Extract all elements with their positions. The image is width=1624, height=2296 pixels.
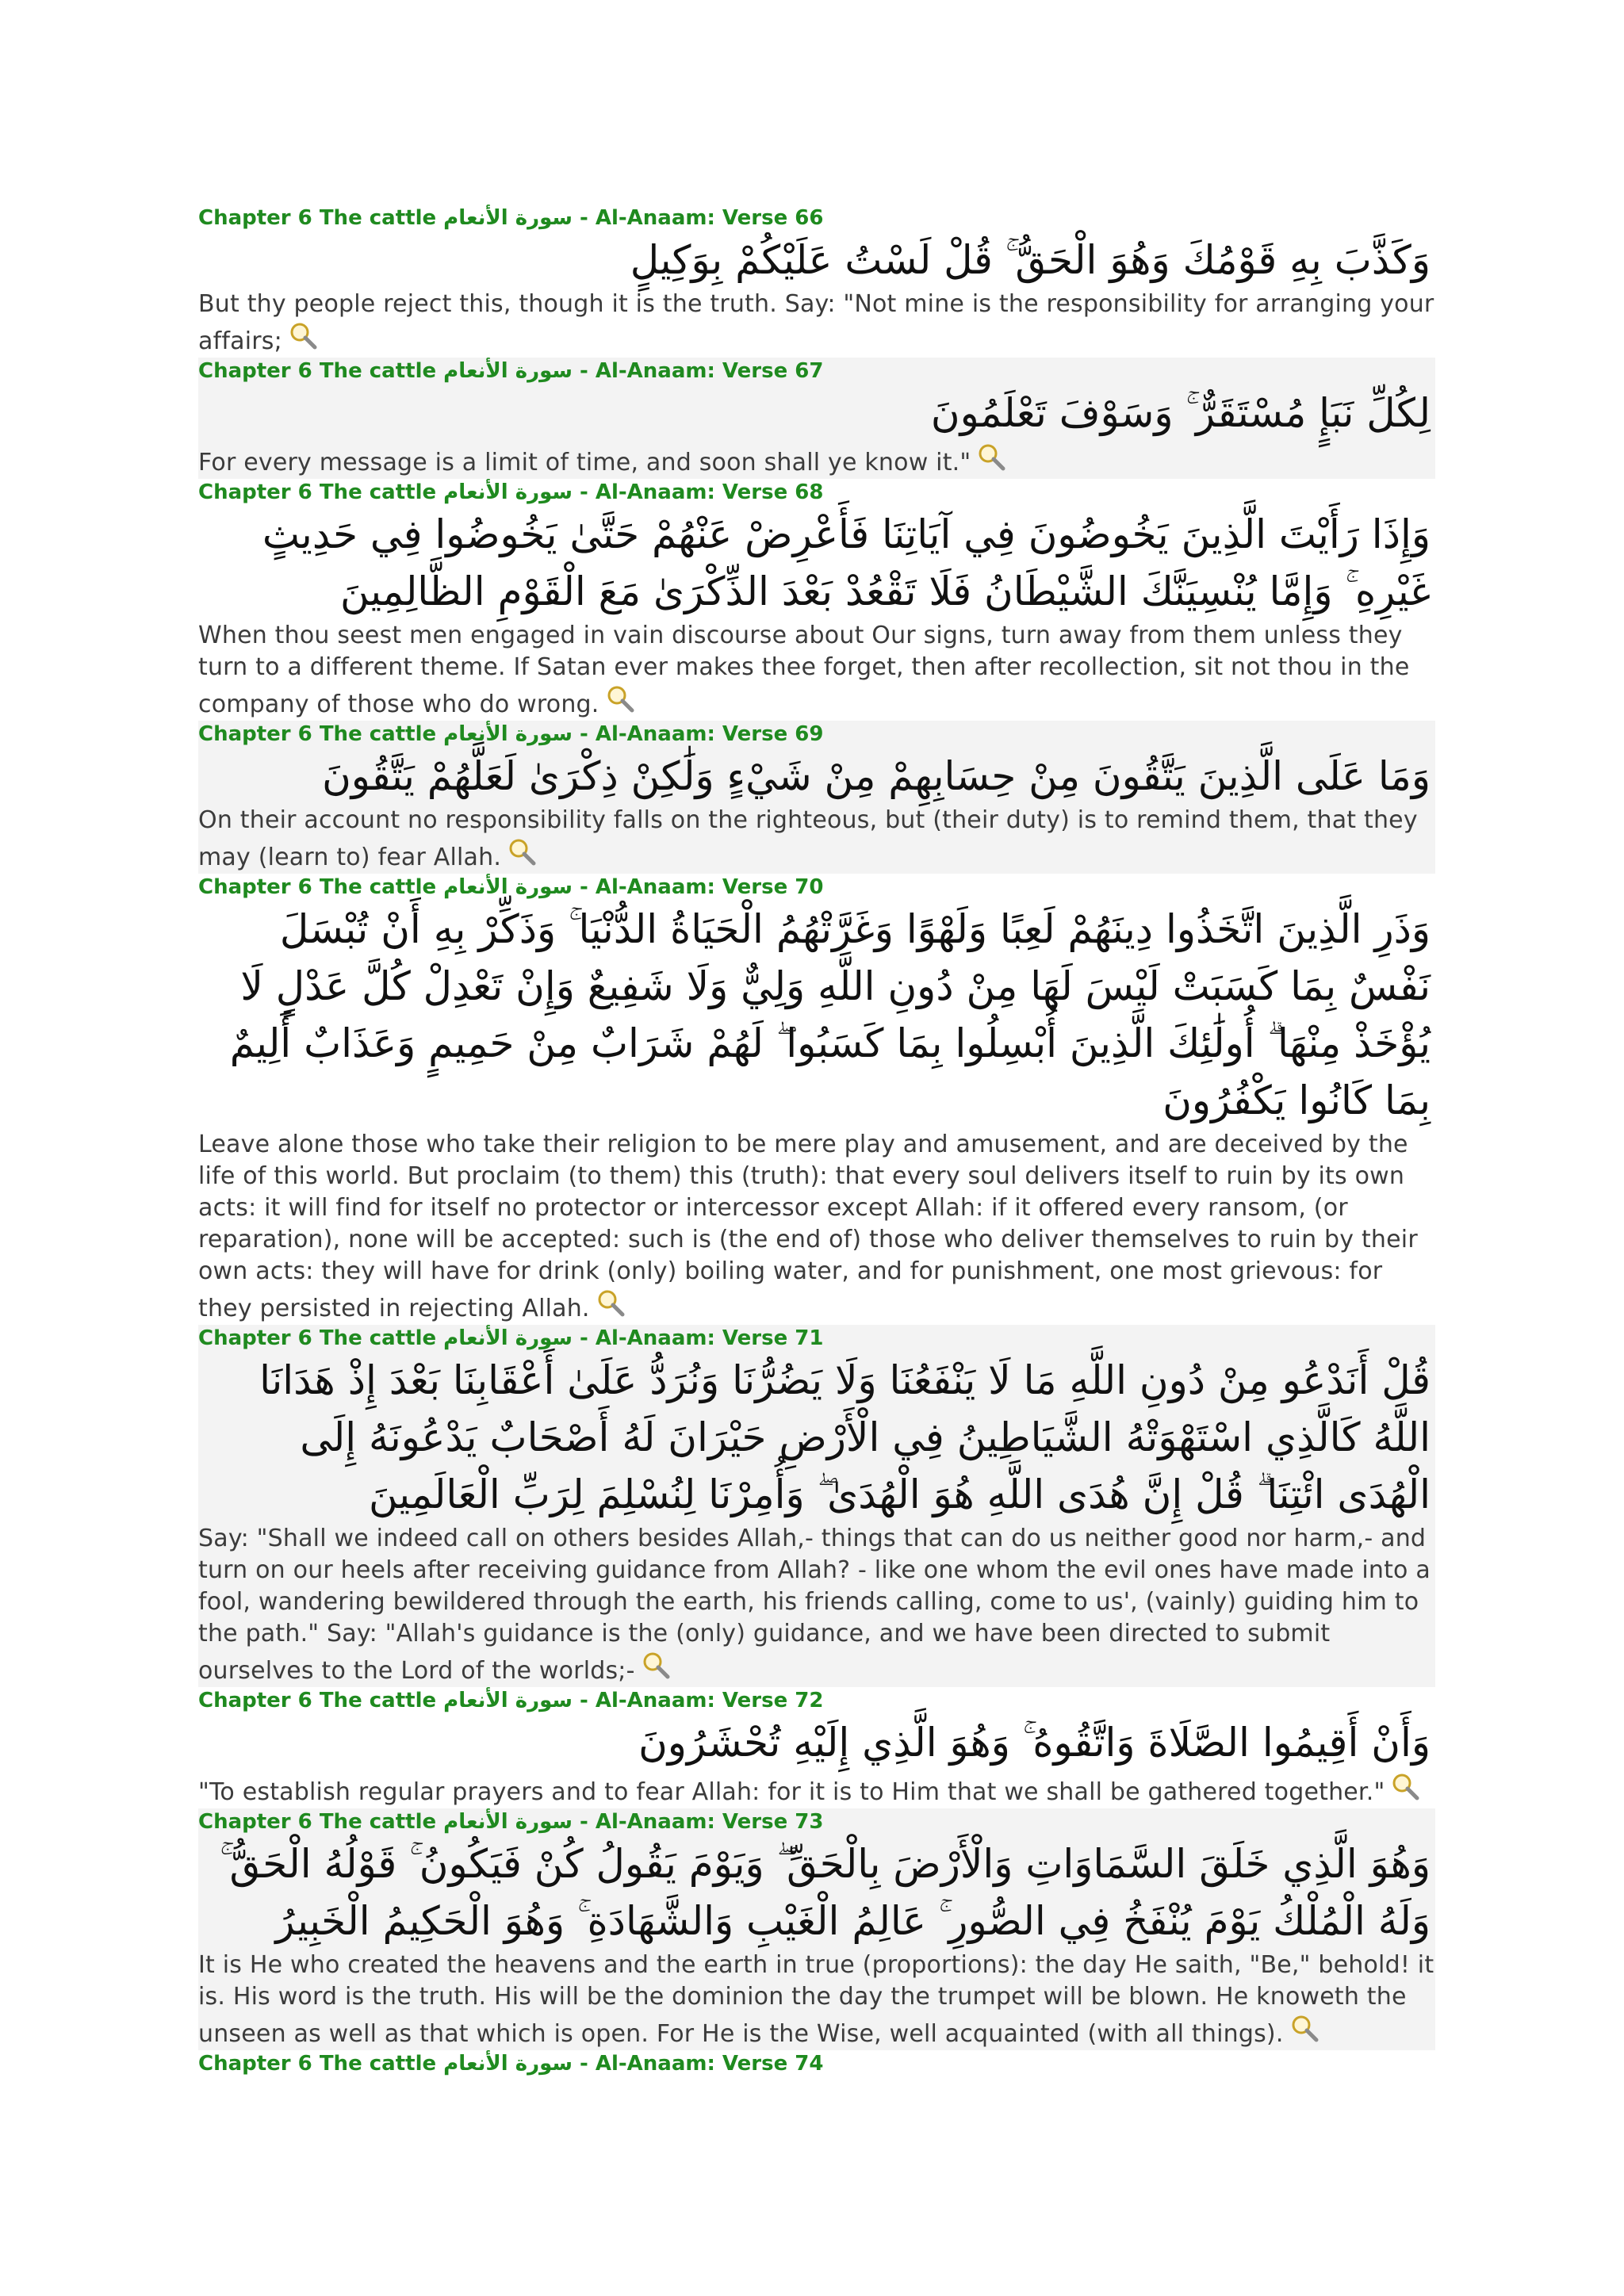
verse-ref: - Al-Anaam: Verse 70 [572, 875, 824, 899]
verse-66 [198, 205, 1435, 358]
translation-text: On their account no responsibility falls on the righteous, but (their duty) is to remind them, that they may (learn to) fear Allah. [198, 806, 1418, 871]
surah-name-arabic: سورة الأنعام [443, 1326, 573, 1350]
verse-heading [198, 1325, 1435, 1352]
verse-heading [198, 1808, 1435, 1835]
surah-name-arabic: سورة الأنعام [443, 2052, 573, 2076]
surah-name-arabic: سورة الأنعام [443, 875, 573, 899]
verse-ref: - Al-Anaam: Verse 69 [572, 722, 824, 746]
magnifier-icon[interactable] [975, 442, 1007, 473]
magnifier-icon[interactable] [595, 1288, 626, 1319]
arabic-verse: وَكَذَّبَ بِهِ قَوْمُكَ وَهُوَ الْحَقُّ ۚ قُلْ لَسْتُ عَلَيْكُمْ بِوَكِيلٍ [630, 237, 1431, 283]
chapter-label: Chapter 6 The cattle [198, 1326, 444, 1350]
verse-heading [198, 479, 1435, 506]
chapter-label: Chapter 6 The cattle [198, 1810, 444, 1834]
surah-name-arabic: سورة الأنعام [443, 206, 573, 230]
magnifier-icon[interactable] [1289, 2013, 1320, 2045]
verse-71 [198, 1325, 1435, 1687]
arabic-verse: قُلْ أَنَدْعُو مِنْ دُونِ اللَّهِ مَا لَا يَنْفَعُنَا وَلَا يَضُرُّنَا وَنُرَدُّ عَلَىٰ أَعْقَابِنَا بَعْدَ إِذْ هَدَانَا اللَّهُ كَالَّذِي اسْتَهْوَتْهُ الشَّيَاطِينُ فِي الْأَرْضِ حَيْرَانَ لَهُ أَصْحَابٌ يَدْعُونَهُ إِلَى الْهُدَى ائْتِنَا ۗ قُلْ إِنَّ هُدَى اللَّهِ هُوَ الْهُدَىٰ ۖ وَأُمِرْنَا لِنُسْلِمَ لِرَبِّ الْعَالَمِينَ [259, 1357, 1431, 1517]
verse-ref: - Al-Anaam: Verse 74 [572, 2052, 824, 2076]
chapter-label: Chapter 6 The cattle [198, 206, 444, 230]
arabic-verse: وَأَنْ أَقِيمُوا الصَّلَاةَ وَاتَّقُوهُ ۚ وَهُوَ الَّذِي إِلَيْهِ تُحْشَرُونَ [638, 1720, 1431, 1766]
verse-list [198, 205, 1435, 2077]
verse-heading [198, 874, 1435, 901]
magnifier-icon[interactable] [506, 836, 538, 868]
verse-heading [198, 205, 1435, 232]
magnifier-icon[interactable] [1389, 1771, 1421, 1803]
translation [198, 289, 1435, 358]
verse-72 [198, 1687, 1435, 1808]
verse-67 [198, 358, 1435, 479]
translation-text: But thy people reject this, though it is the truth. Say: "Not mine is the responsibility for arranging your affairs; [198, 290, 1434, 355]
arabic-verse: وَإِذَا رَأَيْتَ الَّذِينَ يَخُوضُونَ فِي آيَاتِنَا فَأَعْرِضْ عَنْهُمْ حَتَّىٰ يَخُوضُوا فِي حَدِيثٍ غَيْرِهِ ۚ وَإِمَّا يُنْسِيَنَّكَ الشَّيْطَانُ فَلَا تَقْعُدْ بَعْدَ الذِّكْرَىٰ مَعَ الْقَوْمِ الظَّالِمِينَ [262, 511, 1431, 614]
surah-name-arabic: سورة الأنعام [443, 722, 573, 746]
verse-ref: - Al-Anaam: Verse 71 [572, 1326, 824, 1350]
arabic-verse: لِكُلِّ نَبَإٍ مُسْتَقَرٌّ ۚ وَسَوْفَ تَعْلَمُونَ [930, 390, 1431, 436]
magnifier-icon[interactable] [604, 683, 636, 715]
magnifier-icon[interactable] [640, 1650, 672, 1682]
surah-name-arabic: سورة الأنعام [443, 1810, 573, 1834]
translation [198, 1771, 1435, 1808]
chapter-label: Chapter 6 The cattle [198, 480, 444, 504]
verse-74 [198, 2050, 1435, 2077]
translation [198, 442, 1435, 479]
verse-heading [198, 1687, 1435, 1714]
verse-70 [198, 874, 1435, 1325]
surah-name-arabic: سورة الأنعام [443, 1689, 573, 1712]
surah-name-arabic: سورة الأنعام [443, 480, 573, 504]
translation [198, 1523, 1435, 1687]
translation [198, 1950, 1435, 2050]
verse-69 [198, 721, 1435, 874]
verse-73 [198, 1808, 1435, 2050]
surah-name-arabic: سورة الأنعام [443, 359, 573, 383]
verse-ref: - Al-Anaam: Verse 66 [572, 206, 824, 230]
translation [198, 805, 1435, 874]
verse-ref: - Al-Anaam: Verse 68 [572, 480, 824, 504]
translation-text: For every message is a limit of time, and soon shall ye know it." [198, 449, 971, 476]
verse-ref: - Al-Anaam: Verse 73 [572, 1810, 824, 1834]
arabic-verse: وَذَرِ الَّذِينَ اتَّخَذُوا دِينَهُمْ لَعِبًا وَلَهْوًا وَغَرَّتْهُمُ الْحَيَاةُ الدُّنْيَا ۚ وَذَكِّرْ بِهِ أَنْ تُبْسَلَ نَفْسٌ بِمَا كَسَبَتْ لَيْسَ لَهَا مِنْ دُونِ اللَّهِ وَلِيٌّ وَلَا شَفِيعٌ وَإِنْ تَعْدِلْ كُلَّ عَدْلٍ لَا يُؤْخَذْ مِنْهَا ۗ أُولَٰئِكَ الَّذِينَ أُبْسِلُوا بِمَا كَسَبُوا ۖ لَهُمْ شَرَابٌ مِنْ حَمِيمٍ وَعَذَابٌ أَلِيمٌ بِمَا كَانُوا يَكْفُرُونَ [229, 906, 1431, 1123]
chapter-label: Chapter 6 The cattle [198, 2052, 444, 2076]
translation-text: When thou seest men engaged in vain discourse about Our signs, turn away from them unless they turn to a different theme. If Satan ever makes thee forget, then after recollection, sit not thou in the company of those who do wrong. [198, 622, 1410, 718]
verse-68 [198, 479, 1435, 721]
arabic-verse: وَمَا عَلَى الَّذِينَ يَتَّقُونَ مِنْ حِسَابِهِمْ مِنْ شَيْءٍ وَلَٰكِنْ ذِكْرَىٰ لَعَلَّهُمْ يَتَّقُونَ [322, 753, 1431, 799]
arabic-verse: وَهُوَ الَّذِي خَلَقَ السَّمَاوَاتِ وَالْأَرْضَ بِالْحَقِّ ۖ وَيَوْمَ يَقُولُ كُنْ فَيَكُونُ ۚ قَوْلُهُ الْحَقُّ ۚ وَلَهُ الْمُلْكُ يَوْمَ يُنْفَخُ فِي الصُّورِ ۚ عَالِمُ الْغَيْبِ وَالشَّهَادَةِ ۚ وَهُوَ الْحَكِيمُ الْخَبِيرُ [220, 1841, 1431, 1944]
chapter-label: Chapter 6 The cattle [198, 875, 444, 899]
translation-text: Leave alone those who take their religion to be mere play and amusement, and are deceived by the life of this world. But proclaim (to them) this (truth): that every soul delivers itself to ruin by its own acts: it will find for itself no protector or intercessor except Allah: if it offered every ransom, (or reparation), none will be accepted: such is (the end of) those who deliver themselves to ruin by their own acts: they will have for drink (only) boiling water, and for punishment, one most grievous: for they persisted in rejecting Allah. [198, 1131, 1418, 1322]
verse-heading [198, 2050, 1435, 2077]
verse-heading [198, 358, 1435, 385]
chapter-label: Chapter 6 The cattle [198, 359, 444, 383]
translation-text: Say: "Shall we indeed call on others besides Allah,- things that can do us neither good nor harm,- and turn on our heels after receiving guidance from Allah? - like one whom the evil ones have made into a fool, wandering bewildered through the earth, his friends calling, come to us', (vainly) guiding him to the path." Say: "Allah's guidance is the (only) guidance, and we have been directed to submit ourselves to the Lord of the worlds;- [198, 1525, 1431, 1685]
translation-text: "To establish regular prayers and to fear Allah: for it is to Him that we shall be gathered together." [198, 1778, 1385, 1806]
translation-text: It is He who created the heavens and the earth in true (proportions): the day He saith, "Be," behold! it is. His word is the truth. His will be the dominion the day the trumpet will be blown. He knoweth the unseen as well as that which is open. For He is the Wise, well acquainted (with all things). [198, 1951, 1434, 2048]
chapter-label: Chapter 6 The cattle [198, 722, 444, 746]
translation [198, 1129, 1435, 1325]
translation [198, 620, 1435, 721]
verse-ref: - Al-Anaam: Verse 67 [572, 359, 824, 383]
magnifier-icon[interactable] [287, 320, 319, 352]
chapter-label: Chapter 6 The cattle [198, 1689, 444, 1712]
verse-heading [198, 721, 1435, 748]
verse-ref: - Al-Anaam: Verse 72 [572, 1689, 824, 1712]
